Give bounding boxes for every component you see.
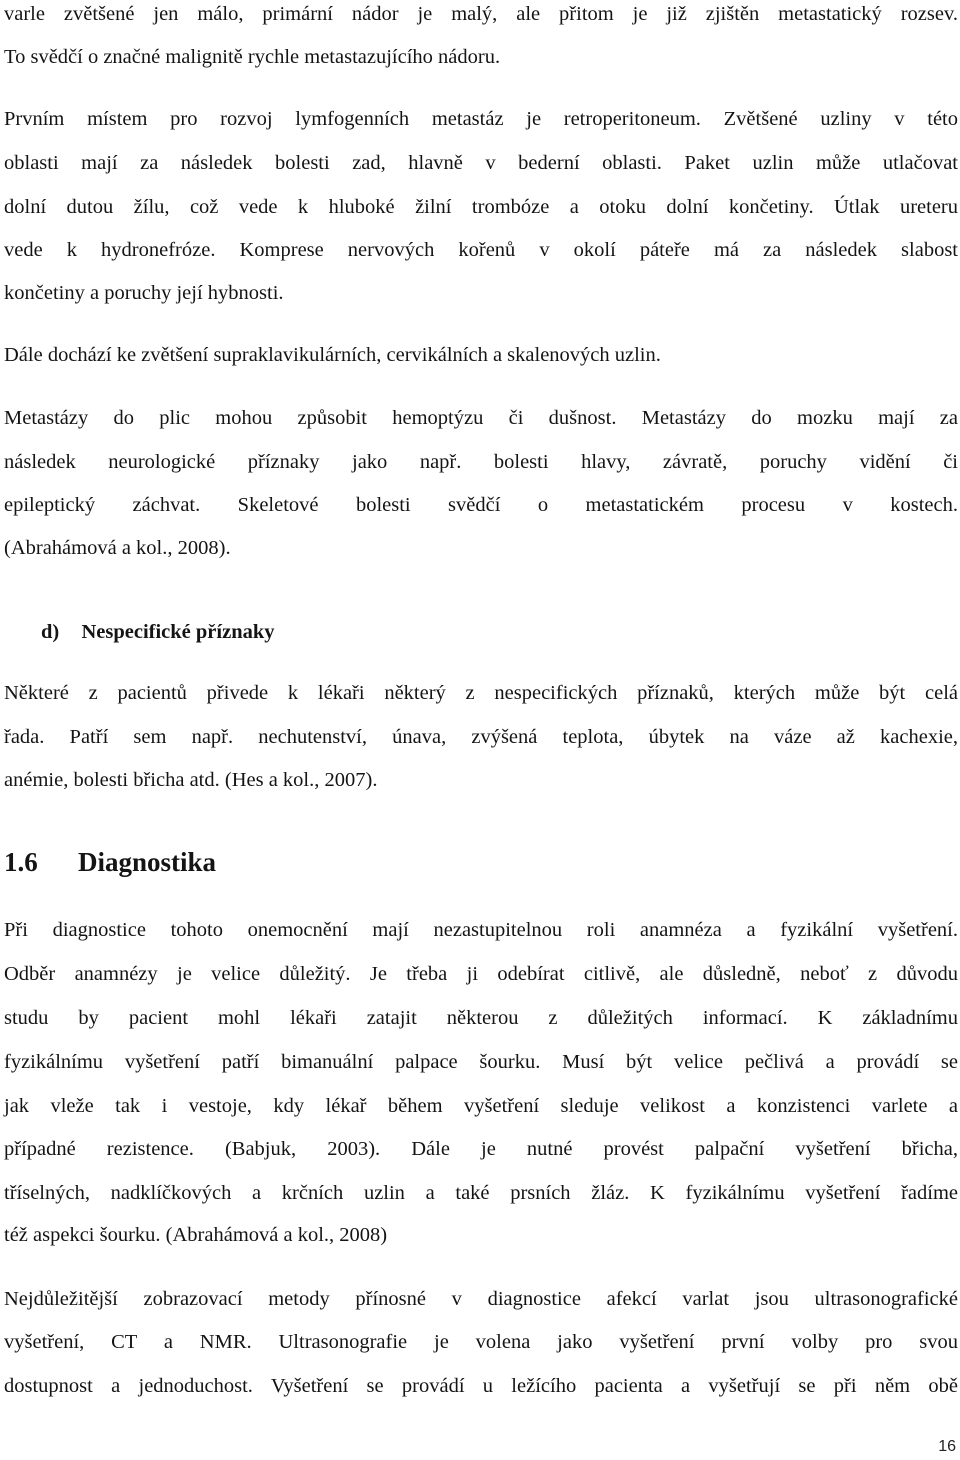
text-line: Při diagnostice tohoto onemocnění mají nezastupitelnou roli anamnéza a fyzikální vyšetření. (4, 919, 958, 941)
text-line: následek neurologické příznaky jako např. bolesti hlavy, závratě, poruchy vidění či (4, 451, 958, 473)
subsection-title: Nespecifické příznaky (81, 621, 275, 643)
text-line: tříselných, nadklíčkových a krčních uzlin a také prsních žláz. K fyzikálnímu vyšetření řadíme (4, 1182, 958, 1204)
text-line: vede k hydronefróze. Komprese nervových kořenů v okolí páteře má za následek slabost (4, 239, 958, 261)
text-line: anémie, bolesti břicha atd. (Hes a kol., 2007). (4, 769, 378, 791)
text-line: dostupnost a jednoduchost. Vyšetření se provádí u ležícího pacienta a vyšetřují se při něm obě (4, 1375, 958, 1397)
text-line: studu by pacient mohl lékaři zatajit některou z důležitých informací. K základnímu (4, 1007, 958, 1029)
text-line: varle zvětšené jen málo, primární nádor je malý, ale přitom je již zjištěn metastatický rozsev. (4, 3, 958, 25)
text-line: Některé z pacientů přivede k lékaři některý z nespecifických příznaků, kterých může být celá (4, 682, 958, 704)
text-line: případné rezistence. (Babjuk, 2003). Dále je nutné provést palpační vyšetření břicha, (4, 1138, 958, 1160)
text-line: Dále dochází ke zvětšení supraklavikulárních, cervikálních a skalenových uzlin. (4, 344, 661, 366)
text-line: Metastázy do plic mohou způsobit hemoptýzu či dušnost. Metastázy do mozku mají za (4, 407, 958, 429)
text-line: též aspekci šourku. (Abrahámová a kol., 2008) (4, 1224, 388, 1246)
section-heading (4, 846, 216, 878)
text-line: fyzikálnímu vyšetření patří bimanuální palpace šourku. Musí být velice pečlivá a provádí se (4, 1051, 958, 1073)
section-number: 1.6 (4, 847, 38, 877)
subsection-label: d) (41, 621, 60, 643)
section-title: Diagnostika (78, 847, 217, 877)
text-line: jak vleže tak i vestoje, kdy lékař během vyšetření sleduje velikost a konzistenci varlete a (4, 1095, 958, 1117)
text-line: (Abrahámová a kol., 2008). (4, 537, 231, 559)
text-line: To svědčí o značné malignitě rychle metastazujícího nádoru. (4, 46, 501, 68)
text-line: řada. Patří sem např. nechutenství, únava, zvýšená teplota, úbytek na váze až kachexie, (4, 726, 958, 748)
text-line: epileptický záchvat. Skeletové bolesti svědčí o metastatickém procesu v kostech. (4, 494, 958, 516)
document-page (4, 0, 958, 1460)
text-line: vyšetření, CT a NMR. Ultrasonografie je volena jako vyšetření první volby pro svou (4, 1331, 958, 1353)
text-line: Nejdůležitější zobrazovací metody přínosné v diagnostice afekcí varlat jsou ultrasonografické (4, 1288, 958, 1310)
page-number: 16 (938, 1438, 956, 1455)
text-line: Prvním místem pro rozvoj lymfogenních metastáz je retroperitoneum. Zvětšené uzliny v této (4, 108, 958, 130)
subsection-heading (41, 620, 275, 644)
text-line: oblasti mají za následek bolesti zad, hlavně v bederní oblasti. Paket uzlin může utlačovat (4, 152, 958, 174)
text-line: dolní dutou žílu, což vede k hluboké žilní trombóze a otoku dolní končetiny. Útlak ureteru (4, 196, 958, 218)
text-line: končetiny a poruchy její hybnosti. (4, 282, 284, 304)
text-line: Odběr anamnézy je velice důležitý. Je třeba ji odebírat citlivě, ale důsledně, neboť z důvodu (4, 963, 958, 985)
